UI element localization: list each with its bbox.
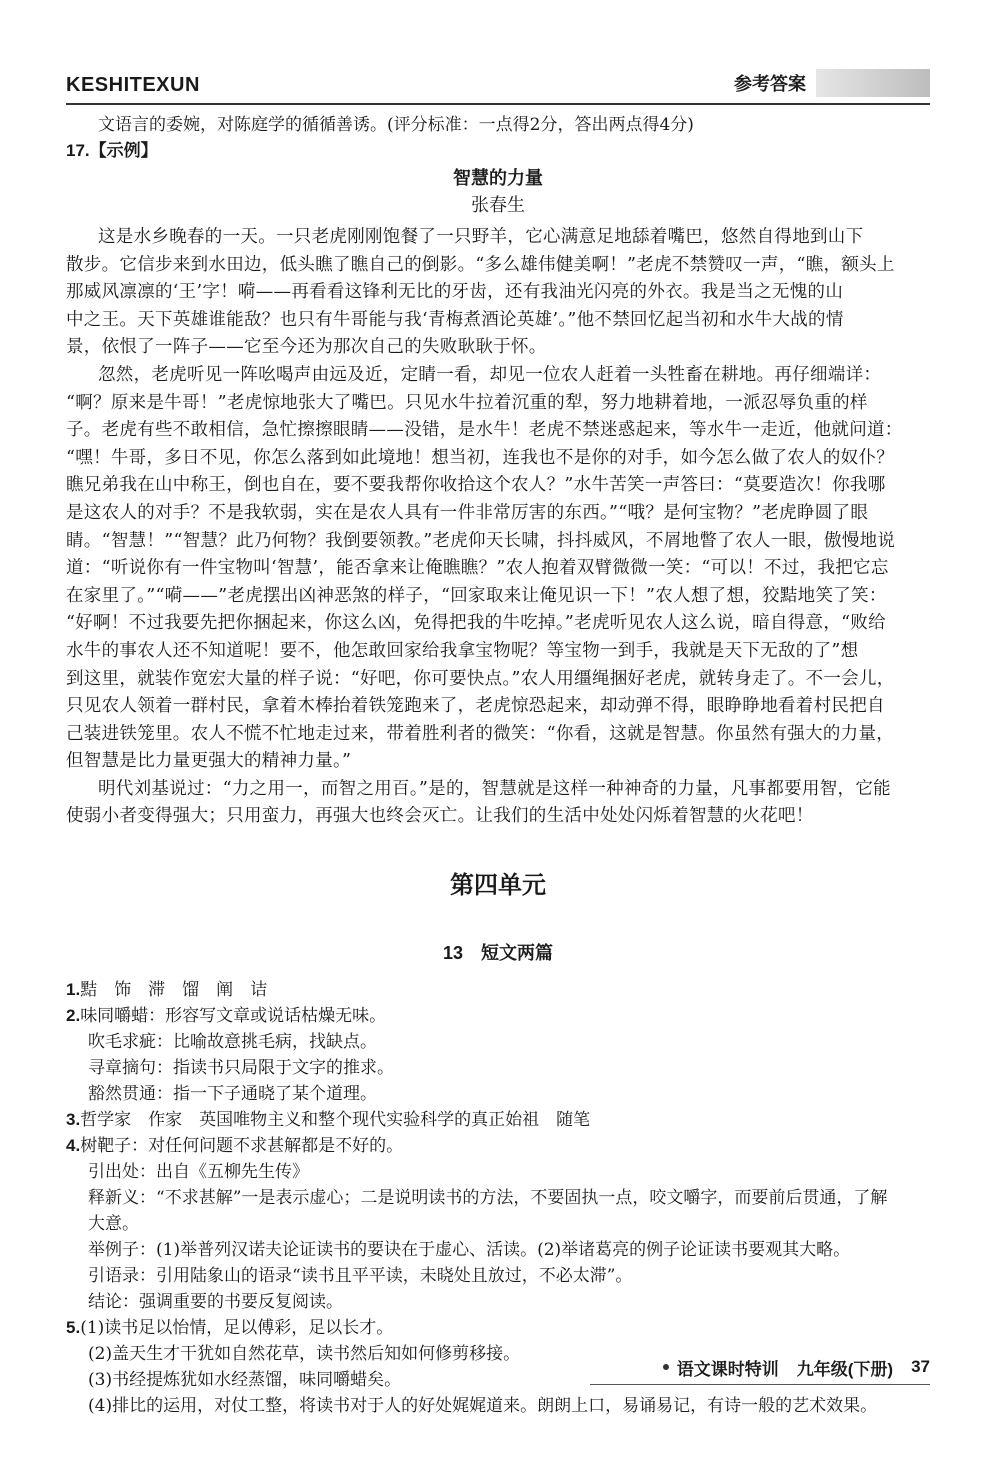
answer-line: 大意。	[88, 1214, 139, 1235]
brand-text: KESHITEXUN	[66, 74, 200, 96]
essay-line: 明代刘基说过：“力之用一，而智之用百。”是的，智慧就是这样一种神奇的力量，凡事都要用智，它能	[98, 778, 891, 799]
answer-2	[66, 1003, 930, 1029]
answer-number: 5.	[66, 1318, 81, 1338]
essay-line: 景，依恨了一阵子——它至今还为那次自己的失败耿耿于怀。	[66, 337, 547, 358]
header-rule	[66, 103, 930, 105]
answer-text: 树靶子：对任何问题不求甚解都是不好的。	[80, 1136, 404, 1157]
answer-number: 1.	[66, 980, 81, 1000]
essay-line: 到这里，就装作宽宏大量的样子说：“好吧，你可要快点。”农人用缰绳捆好老虎，就转身走了。不一会儿，	[66, 668, 895, 689]
intro-line: 文语言的委婉，对陈庭学的循循善诱。(评分标准：一点得2分，答出两点得4分)	[98, 115, 694, 135]
essay-title: 智慧的力量	[453, 168, 543, 188]
essay-line: “好啊！不过我要先把你捆起来，你这么凶，免得把我的牛吃掉。”老虎听见农人这么说，暗自得意，“败给	[66, 613, 886, 634]
q17-label: 17.【示例】	[66, 141, 158, 160]
answer-4	[66, 1133, 930, 1159]
answer-text: 哲学家 作家 英国唯物主义和整个现代实验科学的真正始祖 随笔	[80, 1110, 591, 1131]
essay-line: 瞧兄弟我在山中称王，倒也自在，要不要我帮你收拾这个农人？”水牛苦笑一声答曰：“莫要造次！你我哪	[66, 475, 886, 496]
essay-line: 睛。“智慧！”“智慧？此乃何物？我倒要领教。”老虎仰天长啸，抖抖威风，不屑地瞥了农人一眼，傲慢地说	[66, 530, 896, 551]
page-footer	[663, 1352, 930, 1382]
footer-grade: 九年级(下册)	[796, 1359, 894, 1379]
essay-line: 道：“听说你有一件宝物叫‘智慧’，能否拿来让俺瞧瞧？”农人抱着双臂微微一笑：“可以！不过，我把它忘	[66, 558, 889, 579]
essay-line: 中之王。天下英雄谁能敌？也只有牛哥能与我‘青梅煮酒论英雄’。”他不禁回忆起当初和水牛大战的情	[66, 309, 844, 330]
essay-line: 是这农人的对手？不是我软弱，实在是农人具有一件非常厉害的东西。”“哦？是何宝物？”老虎睁圆了眼	[66, 502, 869, 523]
essay-line: 己装进铁笼里。农人不慌不忙地走过来，带着胜利者的微笑：“你看，这就是智慧。你虽然有强大的力量，	[66, 723, 895, 744]
essay-line: 子。老虎有些不敢相信，急忙擦擦眼睛——没错，是水牛！老虎不禁迷惑起来，等水牛一走近，他就问道：	[66, 420, 903, 441]
answer-number: 3.	[66, 1110, 81, 1130]
essay-line: 水牛的事农人还不知道呢！要不，他怎敢回家给我拿宝物呢？等宝物一到手，我就是天下无敌的了”想	[66, 640, 859, 661]
essay-line: “嘿！牛哥，多日不见，你怎么落到如此境地！想当初，连我也不是你的对手，如今怎么做了农人的奴仆？	[66, 447, 895, 468]
essay-line: 只见农人领着一群村民，拿着木棒抬着铁笼跑来了，老虎惊恐起来，却动弹不得，眼睁睁地看着村民把自	[66, 696, 885, 717]
essay-line: 使弱小者变得强大；只用蛮力，再强大也终会灭亡。让我们的生活中处处闪烁着智慧的火花吧！	[66, 806, 814, 827]
answer-line: 引出处：出自《五柳先生传》	[88, 1162, 309, 1183]
page-header	[66, 64, 930, 104]
lesson-title: 13 短文两篇	[442, 943, 554, 964]
answer-text: 味同嚼蜡：形容写文章或说话枯燥无味。	[80, 1006, 387, 1027]
answer-text: (1)读书足以怡情，足以傅彩，足以长才。	[80, 1318, 394, 1339]
answer-number: 4.	[66, 1136, 81, 1156]
answer-text: 黠 饰 滞 馏 阐 诘	[80, 980, 268, 1001]
page-number: 37	[911, 1357, 930, 1376]
essay-line: 那威风凛凛的‘王’字！嗬——再看看这锋利无比的牙齿，还有我油光闪亮的外衣。我是当之无愧的山	[66, 282, 844, 303]
bullet-icon	[663, 1364, 669, 1370]
answer-tab-bar	[816, 69, 930, 97]
answer-5	[66, 1315, 930, 1341]
essay-line: 这是水乡晚春的一天。一只老虎刚刚饱餐了一只野羊，它心满意足地舔着嘴巴，悠然自得地到山下	[98, 227, 864, 247]
answer-line: (3)书经提炼犹如水经蒸馏，味同嚼蜡矣。	[88, 1370, 402, 1391]
essay-line: 在家里了。”“嗬——”老虎摆出凶神恶煞的样子，“回家取来让俺见识一下！”农人想了想，狡黠地笑了笑：	[66, 585, 887, 606]
answer-3	[66, 1107, 930, 1133]
answer-tab	[734, 68, 930, 98]
answer-line: 寻章摘句：指读书只局限于文字的推求。	[88, 1058, 394, 1079]
answer-line: 举例子：(1)举普列汉诺夫论证读书的要诀在于虚心、活读。(2)举诸葛亮的例子论证读书要观其大略。	[88, 1240, 851, 1261]
answer-line: 引语录：引用陆象山的语录“读书且平平读，未晓处且放过，不必太滞”。	[88, 1266, 633, 1287]
essay-body	[66, 224, 930, 831]
answer-line: 豁然贯通：指一下子通晓了某个道理。	[88, 1084, 377, 1105]
essay-author: 张春生	[471, 195, 525, 216]
answer-tab-label: 参考答案	[734, 74, 806, 94]
answer-line: 结论：强调重要的书要反复阅读。	[88, 1292, 343, 1313]
unit-title: 第四单元	[450, 872, 546, 900]
page-content	[66, 112, 930, 1419]
answer-line: (4)排比的运用，对仗工整，将读书对于人的好处娓娓道来。朗朗上口，易诵易记，有诗一般的艺术效果。	[88, 1396, 878, 1417]
essay-line: 但智慧是比力量更强大的精神力量。”	[66, 751, 352, 772]
footer-rule	[590, 1384, 930, 1385]
essay-line: 忽然，老虎听见一阵吆喝声由远及近，定睛一看，却见一位农人赶着一头牲畜在耕地。再仔细端详：	[98, 364, 882, 385]
answer-line: 释新义：“不求甚解”一是表示虚心；二是说明读书的方法，不要固执一点，咬文嚼字，而要前后贯通，了解	[88, 1188, 888, 1209]
essay-line: 散步。它信步来到水田边，低头瞧了瞧自己的倒影。“多么雄伟健美啊！”老虎不禁赞叹一声，“瞧，额头上	[66, 254, 895, 275]
answer-number: 2.	[66, 1006, 81, 1026]
answer-line: (2)盖天生才干犹如自然花草，读书然后知如何修剪移接。	[88, 1344, 521, 1365]
answer-1	[66, 977, 930, 1003]
answer-line: 吹毛求疵：比喻故意挑毛病，找缺点。	[88, 1032, 377, 1053]
footer-book-title: 语文课时特训	[676, 1359, 779, 1379]
essay-line: “啊？原来是牛哥！”老虎惊地张大了嘴巴。只见水牛拉着沉重的犁，努力地耕着地，一派忍辱负重的样	[66, 392, 868, 413]
